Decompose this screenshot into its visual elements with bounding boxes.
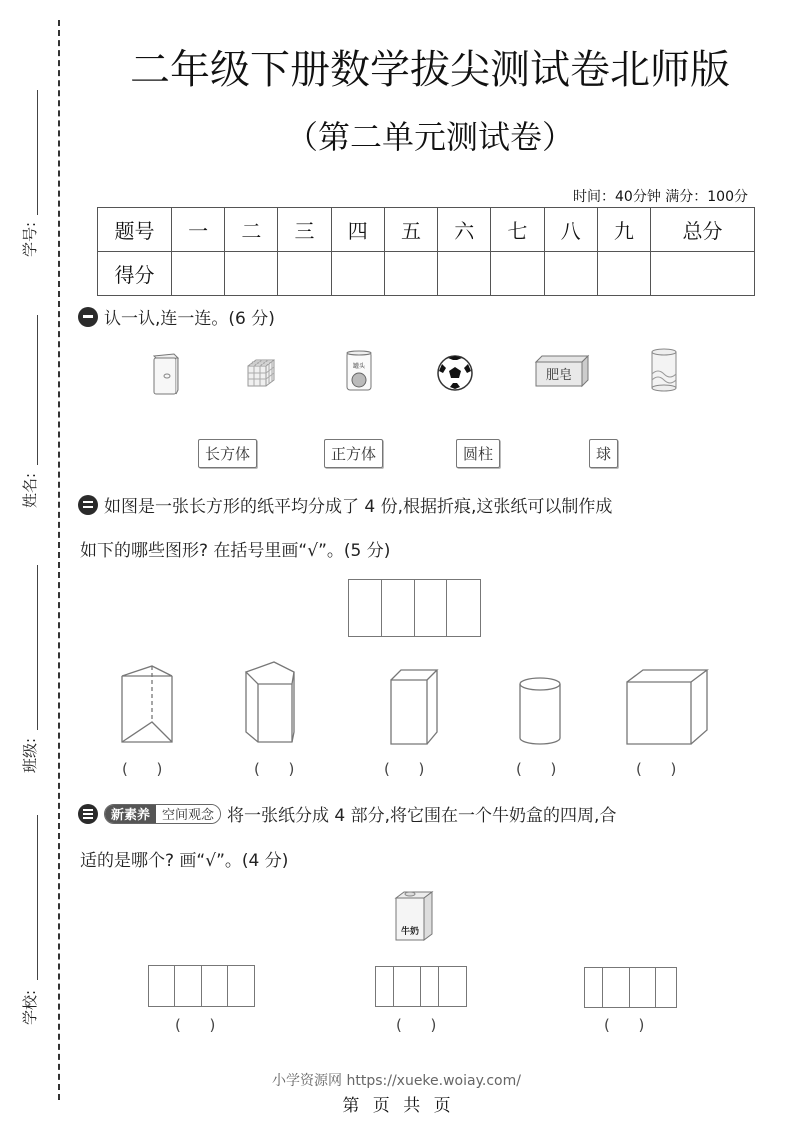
score-cell[interactable] [172, 252, 225, 296]
soap-box-icon[interactable] [534, 354, 590, 388]
score-cell[interactable] [331, 252, 384, 296]
question-3-text-line1: 将一张纸分成 4 部分,将它围在一个牛奶盒的四周,合 [227, 806, 617, 826]
exam-meta: 时间：40分钟 满分：100分 [573, 189, 748, 205]
question-1-text: 认一认,连一连。(6 分) [104, 309, 275, 329]
svg-text:肥皂: 肥皂 [545, 368, 573, 383]
score-table [97, 207, 755, 296]
name-line[interactable] [37, 315, 38, 465]
svg-text:牛奶: 牛奶 [400, 927, 420, 937]
school-line[interactable] [37, 815, 38, 980]
answer-blank[interactable]: ( ) [384, 760, 425, 778]
question-2-text-line1: 如图是一张长方形的纸平均分成了 4 份,根据折痕,这张纸可以制作成 [104, 497, 613, 517]
score-cell[interactable] [491, 252, 544, 296]
page-subtitle: （第二单元测试卷） [285, 118, 574, 156]
school-label: 学校: [21, 989, 39, 1025]
svg-text:罐头: 罐头 [352, 363, 366, 370]
page-title: 二年级下册数学拔尖测试卷北师版 [130, 47, 730, 93]
col-header: 五 [384, 208, 437, 252]
answer-blank[interactable]: ( ) [175, 1016, 216, 1034]
col-header: 七 [491, 208, 544, 252]
canned-food-icon[interactable] [344, 348, 376, 394]
score-cell[interactable] [544, 252, 597, 296]
question-2-text-line2: 如下的哪些图形? 在括号里画“√”。(5 分) [80, 541, 391, 561]
student-id-label: 学号: [21, 221, 39, 257]
question-3-heading [78, 801, 616, 826]
skill-tag [104, 804, 221, 824]
paper-option-b[interactable] [375, 966, 467, 1007]
cylinder-can-icon[interactable] [648, 348, 680, 392]
row-label-question: 题号 [98, 208, 172, 252]
pentagonal-prism-icon [244, 660, 310, 746]
label-cube[interactable]: 正方体 [324, 439, 383, 468]
source-link[interactable]: 小学资源网 https://xueke.woiay.com/ [272, 1073, 521, 1089]
cube-icon [625, 668, 709, 748]
score-table-header-row [98, 208, 755, 252]
milk-carton-icon [392, 888, 436, 944]
col-header: 二 [225, 208, 278, 252]
question-number-icon [78, 307, 98, 327]
question-3-text-line2: 适的是哪个? 画“√”。(4 分) [80, 851, 289, 871]
class-label: 班级: [21, 737, 39, 773]
name-label: 姓名: [21, 472, 39, 508]
tea-tin-icon[interactable] [150, 348, 182, 396]
answer-blank[interactable]: ( ) [122, 760, 163, 778]
answer-blank[interactable]: ( ) [396, 1016, 437, 1034]
question-number-icon [78, 495, 98, 515]
class-line[interactable] [37, 565, 38, 730]
skill-tag-name: 空间观念 [156, 805, 220, 823]
question-number-icon [78, 804, 98, 824]
score-cell[interactable] [278, 252, 331, 296]
col-header: 三 [278, 208, 331, 252]
cylinder-icon [518, 676, 566, 748]
col-header-total: 总分 [650, 208, 754, 252]
score-cell-total[interactable] [650, 252, 754, 296]
paper-option-a[interactable] [148, 965, 255, 1007]
score-cell[interactable] [225, 252, 278, 296]
paper-option-c[interactable] [584, 967, 677, 1008]
answer-blank[interactable]: ( ) [516, 760, 557, 778]
col-header: 八 [544, 208, 597, 252]
student-id-line[interactable] [37, 90, 38, 215]
score-cell[interactable] [438, 252, 491, 296]
skill-tag-category: 新素养 [105, 805, 156, 823]
answer-blank[interactable]: ( ) [636, 760, 677, 778]
cut-line [58, 20, 60, 1100]
score-table-score-row [98, 252, 755, 296]
answer-blank[interactable]: ( ) [604, 1016, 645, 1034]
triangular-prism-icon [115, 664, 177, 746]
row-label-score: 得分 [98, 252, 172, 296]
rubik-cube-icon[interactable] [244, 356, 278, 390]
page-number: 第 页 共 页 [342, 1096, 451, 1116]
answer-blank[interactable]: ( ) [254, 760, 295, 778]
col-header: 四 [331, 208, 384, 252]
folded-paper-diagram [348, 579, 481, 637]
col-header: 六 [438, 208, 491, 252]
col-header: 九 [597, 208, 650, 252]
score-cell[interactable] [384, 252, 437, 296]
col-header: 一 [172, 208, 225, 252]
question-2-heading [78, 492, 612, 517]
label-cylinder[interactable]: 圆柱 [456, 439, 500, 468]
cuboid-icon [389, 668, 441, 746]
label-cuboid[interactable]: 长方体 [198, 439, 257, 468]
question-1-heading [78, 304, 275, 329]
soccer-ball-icon[interactable] [436, 354, 474, 392]
score-cell[interactable] [597, 252, 650, 296]
label-sphere[interactable]: 球 [589, 439, 618, 468]
